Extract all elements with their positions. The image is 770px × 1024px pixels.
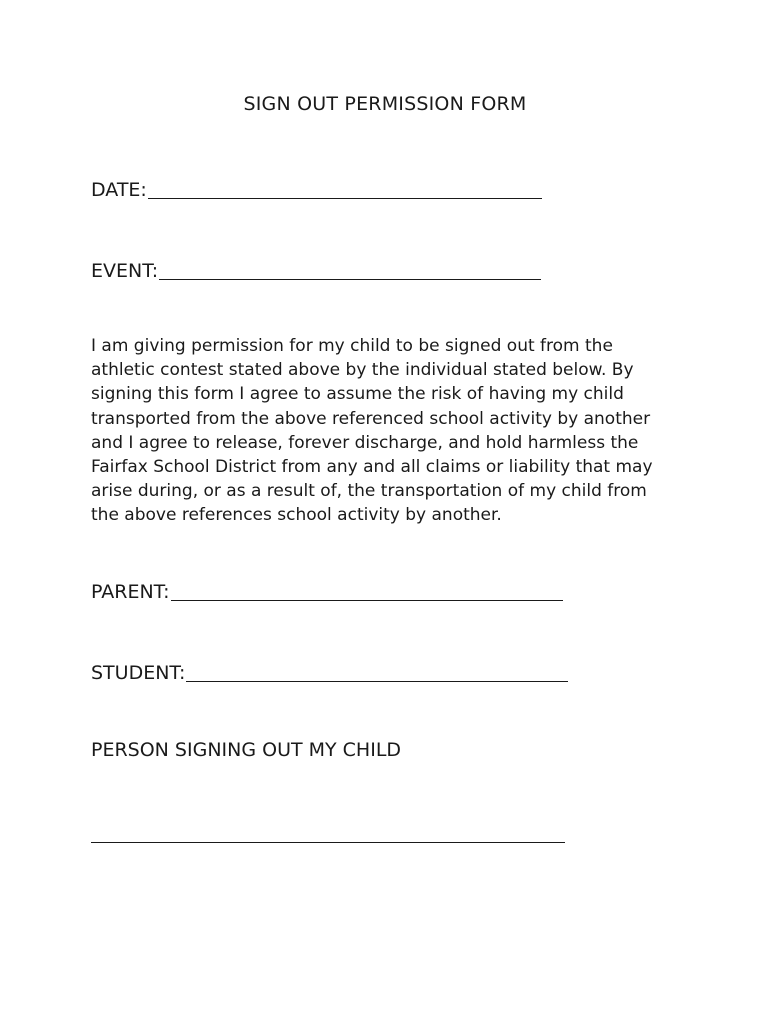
paragraph-line: arise during, or as a result of, the transportation of my child from <box>91 481 647 502</box>
date-label: DATE: <box>91 179 147 201</box>
event-label: EVENT: <box>91 260 159 282</box>
student-blank-line[interactable] <box>186 662 568 682</box>
event-blank-line[interactable] <box>159 260 541 280</box>
paragraph-line: athletic contest stated above by the individual stated below. By <box>91 360 634 381</box>
paragraph-line: signing this form I agree to assume the risk of having my child <box>91 384 624 405</box>
paragraph-line: the above references school activity by another. <box>91 505 502 526</box>
student-field <box>91 659 568 684</box>
permission-paragraph <box>91 334 691 528</box>
paragraph-line: and I agree to release, forever discharge, and hold harmless the <box>91 432 639 453</box>
parent-label: PARENT: <box>91 581 170 603</box>
event-field <box>91 257 541 282</box>
student-label: STUDENT: <box>91 662 186 684</box>
person-signing-blank-line[interactable] <box>91 842 565 843</box>
paragraph-line: Fairfax School District from any and all claims or liability that may <box>91 457 653 478</box>
parent-blank-line[interactable] <box>171 581 563 601</box>
paragraph-line: I am giving permission for my child to be signed out from the <box>91 336 613 356</box>
person-signing-label: PERSON SIGNING OUT MY CHILD <box>91 739 402 761</box>
date-blank-line[interactable] <box>148 179 542 199</box>
form-title: SIGN OUT PERMISSION FORM <box>243 93 527 115</box>
parent-field <box>91 578 563 603</box>
date-field <box>91 176 542 201</box>
paragraph-line: transported from the above referenced school activity by another <box>91 408 651 429</box>
